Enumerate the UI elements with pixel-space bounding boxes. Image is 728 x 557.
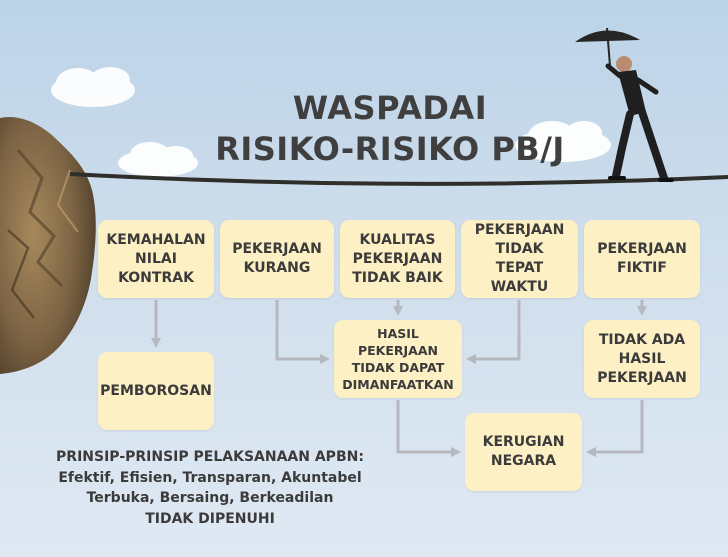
risk-box-kualitas: KUALITAS PEKERJAAN TIDAK BAIK [340, 220, 455, 298]
principles-line-2: Efektif, Efisien, Transparan, Akuntabel [58, 469, 362, 486]
risk-box-kemahalan: KEMAHALAN NILAI KONTRAK [98, 220, 214, 298]
outcome-box-tidak-ada-hasil: TIDAK ADA HASIL PEKERJAAN [584, 320, 700, 398]
rock-cliff [0, 117, 96, 374]
principles-line-3: Terbuka, Bersaing, Berkeadilan [86, 490, 334, 506]
cloud-left [51, 67, 135, 107]
principles-heading: PRINSIP-PRINSIP PELAKSANAAN APBN: [56, 449, 364, 465]
risk-box-pekerjaan-kurang: PEKERJAAN KURANG [220, 220, 334, 298]
connector-kurang-hasil [277, 300, 326, 359]
connector-hasil-kerugian [398, 400, 457, 452]
title-line-1: WASPADAI [292, 89, 488, 127]
outcome-box-kerugian-negara: KERUGIAN NEGARA [465, 413, 582, 491]
principles-text [30, 447, 390, 529]
connector-tidak-ada-hasil-kerugian [590, 400, 642, 452]
risk-box-fiktif: PEKERJAAN FIKTIF [584, 220, 700, 298]
outcome-box-pemborosan: PEMBOROSAN [98, 352, 214, 430]
outcome-box-tidak-dimanfaatkan: HASIL PEKERJAAN TIDAK DAPAT DIMANFAATKAN [334, 320, 462, 398]
principles-line-4: TIDAK DIPENUHI [145, 510, 275, 527]
title-line-2: RISIKO-RISIKO PB/J [215, 130, 565, 168]
risk-box-tidak-tepat-waktu: PEKERJAAN TIDAK TEPAT WAKTU [461, 220, 578, 298]
connector-terlambat-hasil [470, 300, 519, 359]
